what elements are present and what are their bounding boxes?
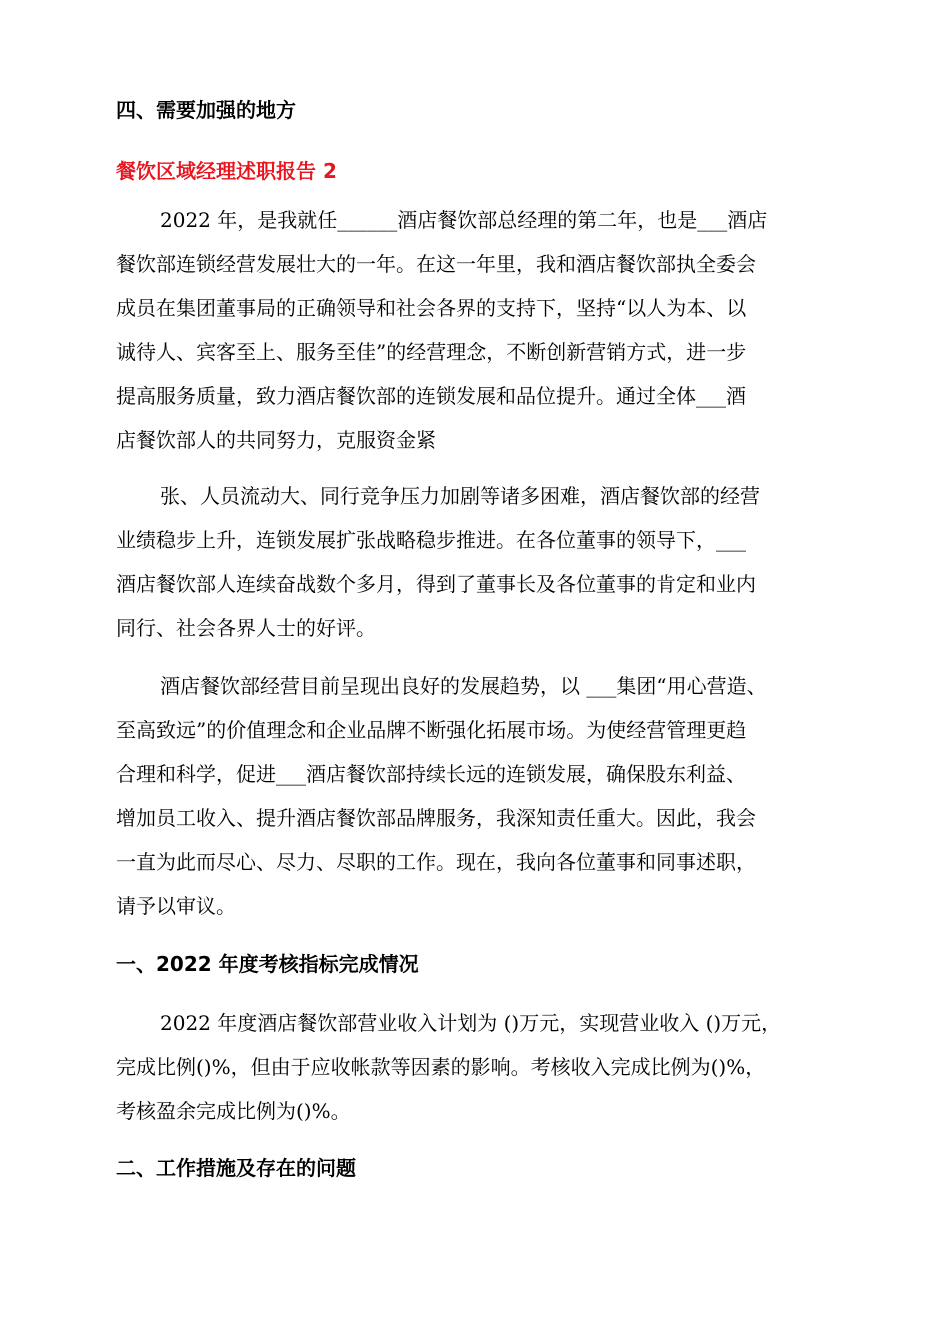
paragraph-line: 2022 年度酒店餐饮部营业收入计划为 ()万元，实现营业收入 ()万元，	[160, 1011, 782, 1035]
paragraph-line: 店餐饮部人的共同努力，克服资金紧	[116, 428, 436, 452]
section-four-heading: 四、需要加强的地方	[116, 98, 296, 122]
paragraph-kpi	[116, 1001, 838, 1133]
paragraph-line: 张、人员流动大、同行竞争压力加剧等诸多困难，酒店餐饮部的经营	[160, 484, 760, 508]
paragraph-line: 同行、社会各界人士的好评。	[116, 616, 376, 640]
paragraph-line: 业绩稳步上升，连锁发展扩张战略稳步推进。在各位董事的领导下，___	[116, 528, 746, 552]
paragraph-difficulties	[116, 474, 838, 650]
paragraph-line: 考核盈余完成比例为()%。	[116, 1099, 351, 1123]
paragraph-line: 餐饮部连锁经营发展壮大的一年。在这一年里，我和酒店餐饮部执全委会	[116, 252, 756, 276]
paragraph-trend	[116, 664, 838, 928]
paragraph-line: 诚待人、宾客至上、服务至佳”的经营理念，不断创新营销方式，进一步	[116, 340, 747, 364]
paragraph-line: 完成比例()%，但由于应收帐款等因素的影响。考核收入完成比例为()%，	[116, 1055, 766, 1079]
paragraph-line: 一直为此而尽心、尽力、尽职的工作。现在，我向各位董事和同事述职，	[116, 850, 756, 874]
paragraph-line: 至高致远”的价值理念和企业品牌不断强化拓展市场。为使经营管理更趋	[116, 718, 747, 742]
paragraph-line: 2022 年，是我就任______酒店餐饮部总经理的第二年，也是___酒店	[160, 208, 768, 232]
section-two-heading: 二、工作措施及存在的问题	[116, 1156, 356, 1180]
paragraph-line: 提高服务质量，致力酒店餐饮部的连锁发展和品位提升。通过全体___酒	[116, 384, 746, 408]
paragraph-line: 请予以审议。	[116, 894, 236, 918]
report-title: 餐饮区域经理述职报告 2	[116, 159, 337, 183]
paragraph-intro	[116, 198, 838, 462]
paragraph-line: 酒店餐饮部人连续奋战数个多月，得到了董事长及各位董事的肯定和业内	[116, 572, 756, 596]
paragraph-line: 成员在集团董事局的正确领导和社会各界的支持下，坚持“以人为本、以	[116, 296, 747, 320]
paragraph-line: 合理和科学，促进___酒店餐饮部持续长远的连锁发展，确保股东利益、	[116, 762, 746, 786]
section-one-heading: 一、2022 年度考核指标完成情况	[116, 952, 419, 976]
paragraph-line: 增加员工收入、提升酒店餐饮部品牌服务，我深知责任重大。因此，我会	[116, 806, 756, 830]
paragraph-line: 酒店餐饮部经营目前呈现出良好的发展趋势，以 ___集团“用心营造、	[160, 674, 767, 698]
